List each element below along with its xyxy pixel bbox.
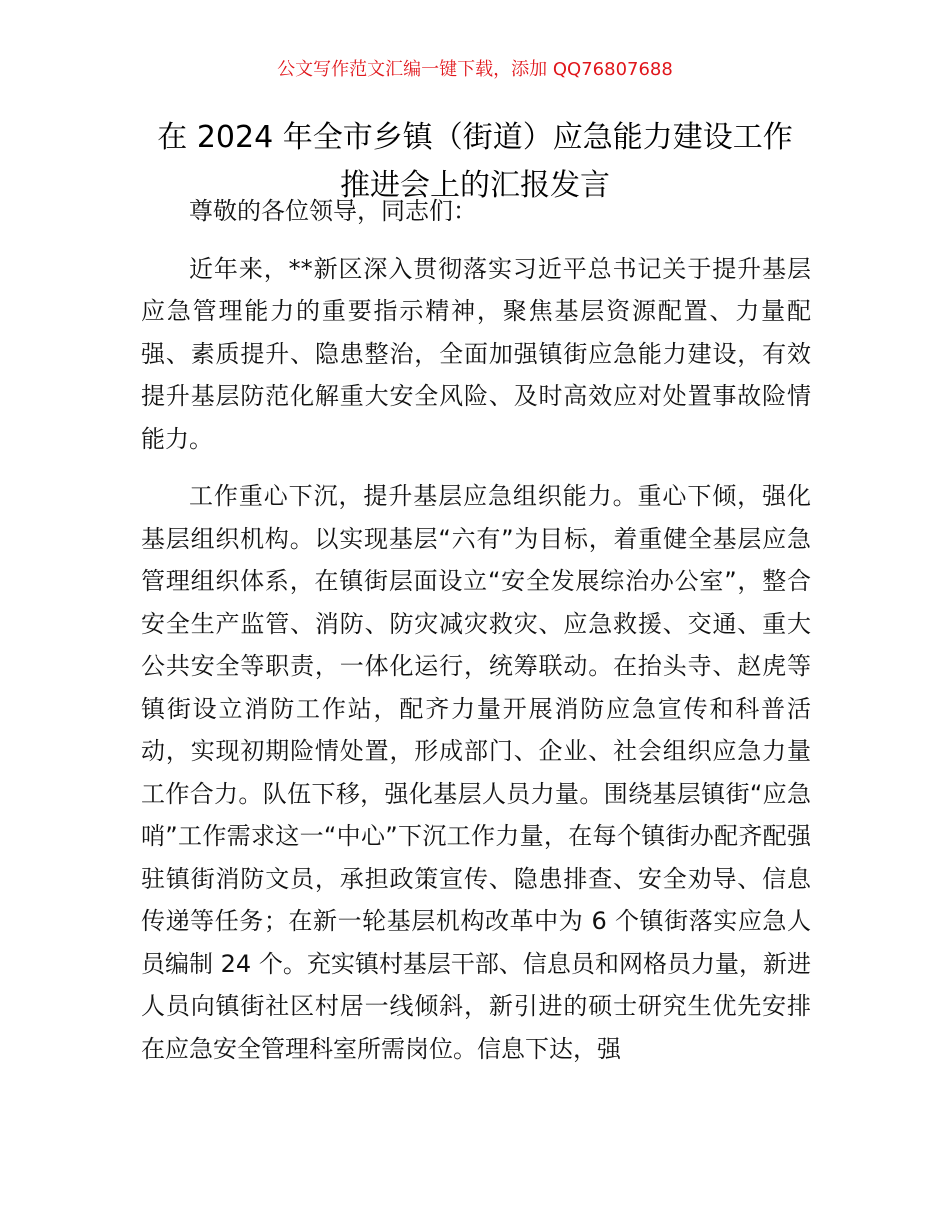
title-line-2: 推进会上的汇报发言: [340, 168, 610, 203]
salutation: 尊敬的各位领导，同志们：: [189, 197, 477, 225]
promo-header-link[interactable]: 公文写作范文汇编一键下载，添加 QQ76807688: [277, 59, 673, 80]
title-line-1: 在 2024 年全市乡镇（街道）应急能力建设工作: [157, 120, 793, 155]
paragraph: 工作重心下沉，提升基层应急组织能力。重心下倾，强化基层组织机构。以实现基层“六有”为目标，着重健全基层应急管理组织体系，在镇街层面设立“安全发展综治办公室”，整合安全生产监管、消防、防灾减灾救灾、应急救援、交通、重大公共安全等职责，一体化运行，统筹联动。在抬头寺、赵虎等镇街设立消防工作站，配齐力量开展消防应急宣传和科普活动，实现初期险情处置，形成部门、企业、社会组织应急力量工作合力。队伍下移，强化基层人员力量。围绕基层镇街“应急哨”工作需求这一“中心”下沉工作力量，在每个镇街办配齐配强驻镇街消防文员，承担政策宣传、隐患排查、安全劝导、信息传递等任务；在新一轮基层机构改革中为 6 个镇街落实应急人员编制 24 个。充实镇村基层干部、信息员和网格员力量，新进人员向镇街社区村居一线倾斜，新引进的硕士研究生优先安排在应急安全管理科室所需岗位。信息下达，强: [141, 482, 811, 1063]
document-body: [141, 190, 811, 1070]
paragraph: 近年来，**新区深入贯彻落实习近平总书记关于提升基层应急管理能力的重要指示精神，聚焦基层资源配置、力量配强、素质提升、隐患整治，全面加强镇街应急能力建设，有效提升基层防范化解重大安全风险、及时高效应对处置事故险情能力。: [141, 254, 811, 453]
